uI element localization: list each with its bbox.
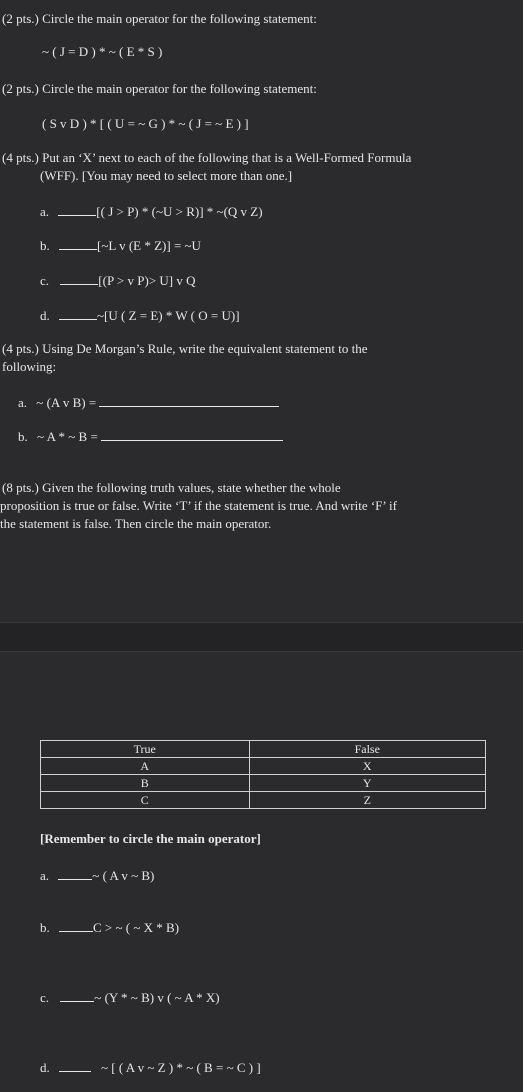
q4-line1: Using De Morgan’s Rule, write the equivalent statement to the	[42, 341, 368, 356]
q4-line2: following:	[2, 359, 57, 374]
q5-item-label: d.	[40, 1060, 50, 1075]
table-row	[41, 775, 486, 792]
q3-item-label: a.	[40, 204, 50, 219]
table-header-false: False	[249, 741, 485, 758]
table-row	[41, 792, 486, 809]
reminder-note: [Remember to circle the main operator]	[40, 831, 261, 846]
q5-item-a	[40, 867, 154, 884]
q1-header	[2, 10, 317, 28]
q4-item-formula: ~ A * ~ B =	[37, 429, 98, 444]
answer-blank[interactable]	[101, 428, 283, 441]
q5-item-d	[40, 1059, 261, 1076]
q1-statement[interactable]: ~ ( J = D ) * ~ ( E * S )	[42, 44, 163, 59]
q5-line3: the statement is false. Then circle the main operator.	[0, 516, 272, 531]
q3-line1: Put an ‘X’ next to each of the following that is a Well-Formed Formula	[42, 150, 412, 165]
q5-line2: proposition is true or false. Write ‘T’ if the statement is true. And write ‘F’ if	[0, 498, 397, 513]
table-header-row	[41, 741, 486, 758]
q4-item-formula: ~ (A v B) =	[36, 395, 97, 410]
q4-points: (4 pts.)	[2, 341, 39, 356]
answer-blank[interactable]	[60, 272, 98, 285]
table-header-true: True	[41, 741, 250, 758]
table-cell: C	[41, 792, 250, 809]
table-row	[41, 758, 486, 775]
q5-points: (8 pts.)	[2, 480, 39, 495]
q4-header	[2, 340, 368, 358]
q3-item-formula: [(P > v P)> U] v Q	[98, 273, 196, 288]
q3-line2: (WFF). [You may need to select more than one.]	[40, 168, 293, 183]
q5-item-b	[40, 919, 179, 936]
q3-item-c	[40, 272, 196, 289]
truth-values-table	[40, 740, 486, 809]
q5-item-formula: ~ (Y * ~ B) v ( ~ A * X)	[94, 990, 220, 1005]
q2-header	[2, 80, 317, 98]
q3-header	[2, 149, 411, 167]
answer-blank[interactable]	[59, 919, 93, 932]
q2-points: (2 pts.)	[2, 81, 39, 96]
q4-item-label: b.	[18, 429, 28, 444]
q3-item-formula: [~L v (E * Z)] = ~U	[97, 238, 201, 253]
q3-item-label: b.	[40, 238, 50, 253]
table-cell: Z	[249, 792, 485, 809]
q3-points: (4 pts.)	[2, 150, 39, 165]
answer-blank[interactable]	[59, 1059, 91, 1072]
table-cell: X	[249, 758, 485, 775]
answer-blank[interactable]	[99, 394, 279, 407]
answer-blank[interactable]	[59, 307, 97, 320]
q4-item-b	[18, 428, 283, 445]
q5-item-c	[40, 989, 220, 1006]
q5-header	[2, 479, 341, 497]
answer-blank[interactable]	[59, 237, 97, 250]
q5-item-formula: ~ [ ( A v ~ Z ) * ~ ( B = ~ C ) ]	[101, 1060, 261, 1075]
q3-item-a	[40, 203, 263, 220]
q3-item-label: d.	[40, 308, 50, 323]
table-cell: A	[41, 758, 250, 775]
q5-line1: Given the following truth values, state whether the whole	[42, 480, 341, 495]
answer-blank[interactable]	[58, 203, 96, 216]
q3-item-label: c.	[40, 273, 50, 288]
q5-item-label: b.	[40, 920, 50, 935]
q1-points: (2 pts.)	[2, 11, 39, 26]
q3-item-formula: ~[U ( Z = E) * W ( O = U)]	[97, 308, 240, 323]
table-cell: B	[41, 775, 250, 792]
answer-blank[interactable]	[60, 989, 94, 1002]
q4-item-label: a.	[18, 395, 28, 410]
answer-blank[interactable]	[58, 867, 92, 880]
q2-text: Circle the main operator for the following statement:	[42, 81, 317, 96]
table-cell: Y	[249, 775, 485, 792]
q3-item-formula: [( J > P) * (~U > R)] * ~(Q v Z)	[96, 204, 263, 219]
q5-item-formula: C > ~ ( ~ X * B)	[93, 920, 180, 935]
q3-item-b	[40, 237, 201, 254]
q5-item-label: a.	[40, 868, 50, 883]
q5-item-formula: ~ ( A v ~ B)	[92, 868, 155, 883]
q4-item-a	[18, 394, 279, 411]
q3-item-d	[40, 307, 240, 324]
q1-text: Circle the main operator for the following statement:	[42, 11, 317, 26]
q5-item-label: c.	[40, 990, 50, 1005]
page-break	[0, 622, 523, 652]
q2-statement[interactable]: ( S v D ) * [ ( U = ~ G ) * ~ ( J = ~ E ) ]	[42, 116, 249, 131]
